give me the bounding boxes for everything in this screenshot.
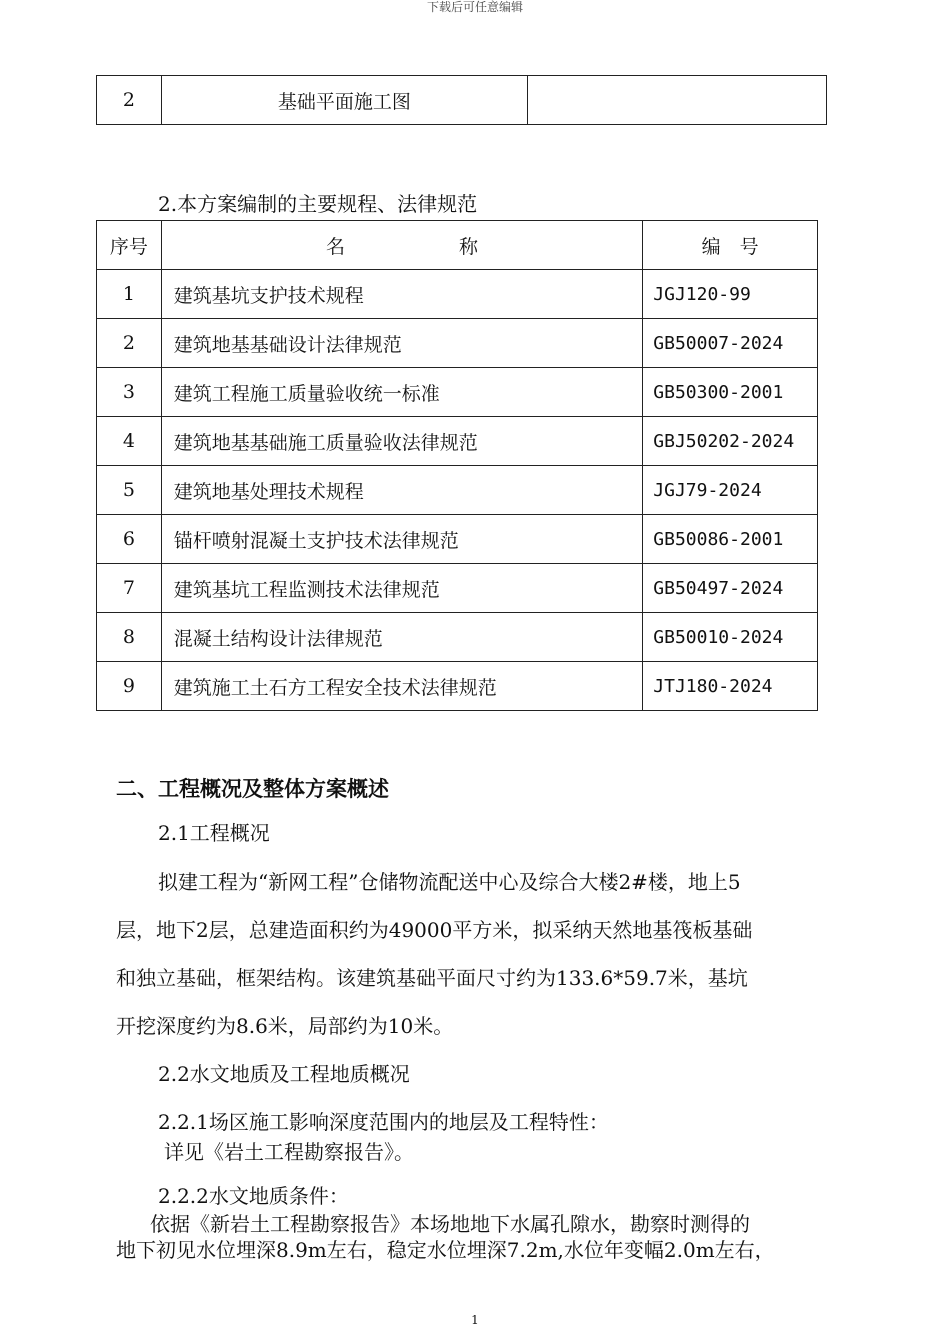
cell-code: JTJ180-2024 [643, 662, 818, 711]
cell-name: 锚杆喷射混凝土支护技术法律规范 [161, 515, 643, 564]
cell-name: 建筑工程施工质量验收统一标准 [161, 368, 643, 417]
table-row [97, 319, 818, 368]
hydro-line-2: 地下初见水位埋深8.9m左右，稳定水位埋深7.2m,水位年变幅2.0m左右， [116, 1238, 775, 1262]
cell-no: 1 [97, 270, 162, 319]
hydro-line-1: 依据《新岩土工程勘察报告》本场地地下水属孔隙水，勘察时测得的 [150, 1212, 750, 1236]
table-row [97, 270, 818, 319]
subheading-2-2: 2.2水文地质及工程地质概况 [158, 1062, 410, 1086]
row-extra [527, 76, 826, 125]
section-caption: 2.本方案编制的主要规程、法律规范 [158, 192, 478, 216]
table-row [97, 515, 818, 564]
cell-no: 3 [97, 368, 162, 417]
subheading-2-1: 2.1工程概况 [158, 821, 270, 845]
cell-name: 混凝土结构设计法律规范 [161, 613, 643, 662]
table-row [97, 368, 818, 417]
subheading-2-2-1-detail: 详见《岩土工程勘察报告》。 [164, 1140, 414, 1164]
cell-no: 6 [97, 515, 162, 564]
cell-code: JGJ79-2024 [643, 466, 818, 515]
cell-name: 建筑施工土石方工程安全技术法律规范 [161, 662, 643, 711]
header-note: 下载后可任意编辑 [426, 0, 523, 14]
cell-no: 2 [97, 319, 162, 368]
cell-no: 5 [97, 466, 162, 515]
cell-no: 7 [97, 564, 162, 613]
table-row [97, 76, 827, 125]
section-heading: 二、工程概况及整体方案概述 [116, 777, 389, 801]
cell-no: 4 [97, 417, 162, 466]
overview-line-1: 拟建工程为“新网工程”仓储物流配送中心及综合大楼2#楼，地上5 [158, 870, 741, 894]
cell-no: 9 [97, 662, 162, 711]
cell-code: GB50007-2024 [643, 319, 818, 368]
cell-code: GB50497-2024 [643, 564, 818, 613]
cell-code: GBJ50202-2024 [643, 417, 818, 466]
table-row [97, 613, 818, 662]
table-header-row [97, 221, 818, 270]
cell-name: 建筑地基基础施工质量验收法律规范 [161, 417, 643, 466]
cell-code: GB50010-2024 [643, 613, 818, 662]
overview-line-2: 层，地下2层，总建造面积约为49000平方米，拟采纳天然地基筏板基础 [116, 918, 753, 942]
table-row [97, 466, 818, 515]
cell-name: 建筑基坑工程监测技术法律规范 [161, 564, 643, 613]
header-no: 序号 [97, 221, 162, 270]
standards-table [96, 220, 818, 711]
cell-code: GB50086-2001 [643, 515, 818, 564]
cell-name: 建筑基坑支护技术规程 [161, 270, 643, 319]
overview-line-3: 和独立基础，框架结构。该建筑基础平面尺寸约为133.6*59.7米，基坑 [116, 966, 748, 990]
page-number: 1 [471, 1313, 479, 1327]
drawings-table [96, 75, 827, 125]
row-name: 基础平面施工图 [161, 76, 527, 125]
cell-code: GB50300-2001 [643, 368, 818, 417]
header-name: 名 称 [161, 221, 643, 270]
cell-name: 建筑地基处理技术规程 [161, 466, 643, 515]
subheading-2-2-2: 2.2.2水文地质条件： [158, 1184, 349, 1208]
cell-name: 建筑地基基础设计法律规范 [161, 319, 643, 368]
table-row [97, 662, 818, 711]
cell-no: 8 [97, 613, 162, 662]
header-code: 编 号 [643, 221, 818, 270]
cell-code: JGJ120-99 [643, 270, 818, 319]
overview-line-4: 开挖深度约为8.6米，局部约为10米。 [116, 1014, 454, 1038]
table-row [97, 417, 818, 466]
row-number: 2 [97, 76, 162, 125]
subheading-2-2-1: 2.2.1场区施工影响深度范围内的地层及工程特性： [158, 1110, 609, 1134]
table-row [97, 564, 818, 613]
